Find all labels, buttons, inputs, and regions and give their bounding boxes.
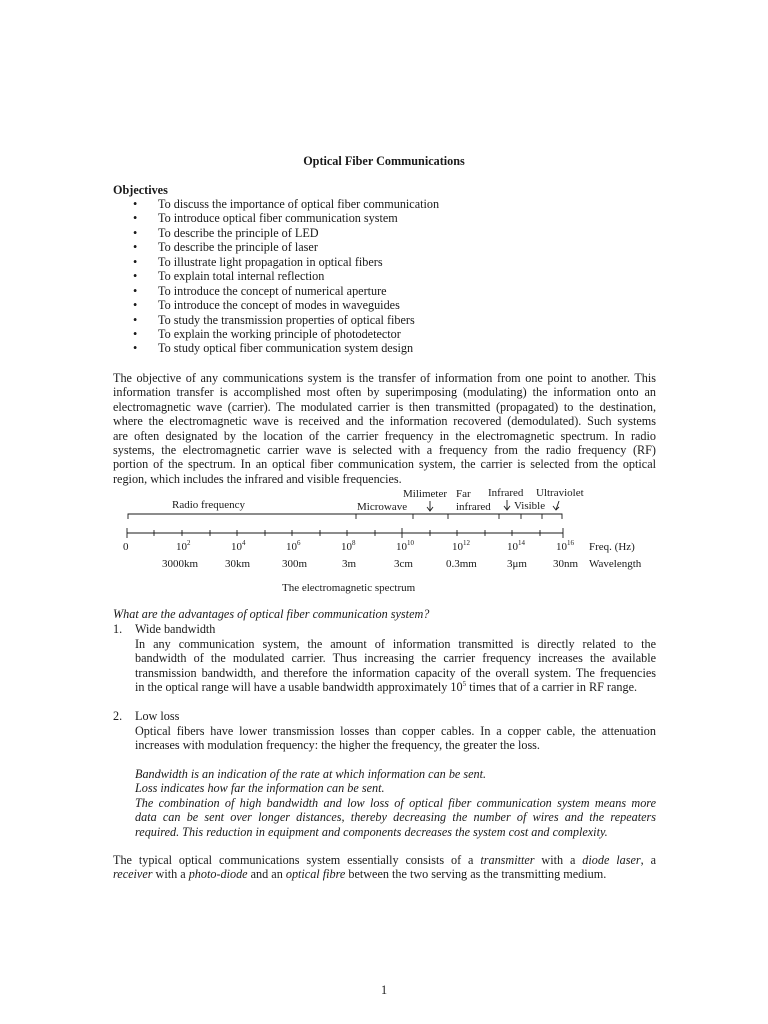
frequency-axis xyxy=(127,528,563,538)
text-line: where the electromagnetic wave is received and the information recovered (demodulated). Such systems xyxy=(113,414,656,429)
ultraviolet-label: Ultraviolet xyxy=(536,487,584,499)
page-title: Optical Fiber Communications xyxy=(303,154,465,168)
visible-bracket xyxy=(521,514,542,519)
radio-frequency-label: Radio frequency xyxy=(172,499,245,511)
text-line: receiver with a photo-diode and an optical fibre between the two serving as the transmitting medium. xyxy=(113,867,607,882)
text-line: In any communication system, the amount of information transmitted is directly related to the xyxy=(135,637,656,651)
freq-label-8: $10^8$ xyxy=(341,539,356,553)
freq-label-6: $10^6$ xyxy=(286,539,301,553)
page-number: 1 xyxy=(380,983,388,997)
wavelength-label: 30km xyxy=(225,558,251,570)
text-line: in the optical range will have a usable bandwidth approximately $10^5$ times that of a carrier in RF range. xyxy=(135,680,638,695)
far-infrared-label: infrared xyxy=(456,501,491,513)
radio-bracket xyxy=(128,514,356,519)
list-item: • To introduce the concept of modes in waveguides xyxy=(113,298,439,312)
text-line: bandwidth of the modulated carrier. Thus increasing the carrier frequency increases the available xyxy=(135,651,656,666)
list-item: • To study the transmission properties of optical fibers xyxy=(113,313,439,327)
ultraviolet-arrowhead xyxy=(553,506,559,510)
wavelength-axis-label: Wavelength xyxy=(589,558,642,570)
microwave-bracket xyxy=(356,514,413,519)
list-item: • To introduce the concept of numerical aperture xyxy=(113,284,439,298)
text-line: are often designated by the location of the carrier frequency in the electromagnetic spectrum. In radio xyxy=(113,428,656,443)
freq-label-0: 0 xyxy=(123,541,129,553)
wide-bandwidth-paragraph xyxy=(135,637,656,695)
freq-label-16: $10^{16}$ xyxy=(556,539,574,553)
frequency-labels xyxy=(123,539,635,553)
freq-label-10: $10^{10}$ xyxy=(396,539,414,553)
list-item: • To study optical fiber communication system design xyxy=(113,341,439,355)
freq-unit-label: Freq. (Hz) xyxy=(589,541,635,553)
item-title: Low loss xyxy=(135,709,180,723)
text-line: region, which includes the infrared and visible frequencies. xyxy=(113,471,402,486)
list-item: • To illustrate light propagation in optical fibers xyxy=(113,255,439,269)
band-brackets xyxy=(128,514,562,519)
text-line: increases with modulation frequency: the higher the frequency, the greater the loss. xyxy=(135,738,540,753)
objectives-heading: Objectives xyxy=(113,183,168,197)
freq-label-2: $10^2$ xyxy=(176,539,191,553)
spectrum-caption: The electromagnetic spectrum xyxy=(282,582,416,594)
microwave-label: Microwave xyxy=(357,501,408,513)
loss-note: Loss indicates how far the information can be sent. xyxy=(135,781,385,795)
text-line: data can be sent over longer distances, thereby decreasing the number of wires and the repeaters xyxy=(135,810,656,825)
text-line: systems, the electromagnetic carrier wave is selected with a frequency from the radio frequency (RF) xyxy=(113,443,656,458)
text-line: required. This reduction in equipment and components decreases the system cost and complexity. xyxy=(135,824,608,839)
list-item: • To discuss the importance of optical fiber communication xyxy=(113,197,439,211)
wavelength-label: 3m xyxy=(342,558,357,570)
freq-label-12: $10^{12}$ xyxy=(452,539,470,553)
text-line: electromagnetic wave (carrier). The modulated carrier is then transmitted (propagated) to the destination, xyxy=(113,399,656,414)
wavelength-label: 3μm xyxy=(507,558,527,570)
list-item: • To explain total internal reflection xyxy=(113,269,439,283)
wavelength-label: 3000km xyxy=(162,558,199,570)
text-line: Optical fibers have lower transmission losses than copper cables. In a copper cable, the attenuation xyxy=(135,724,656,738)
list-item: • To explain the working principle of photodetector xyxy=(113,327,439,341)
list-item: • To introduce optical fiber communication system xyxy=(113,211,439,225)
text-line: The objective of any communications system is the transfer of information from one point to another. This xyxy=(113,371,656,385)
far-infrared-bracket xyxy=(448,514,499,519)
freq-label-14: $10^{14}$ xyxy=(507,539,525,553)
text-line: The combination of high bandwidth and low loss of optical fiber communication system means more xyxy=(135,796,656,810)
wavelength-labels xyxy=(162,558,642,570)
item-number: 1. xyxy=(113,622,123,636)
milimeter-bracket xyxy=(413,514,448,519)
list-item: • To describe the principle of laser xyxy=(113,240,439,254)
freq-label-4: $10^4$ xyxy=(231,539,246,553)
low-loss-paragraph xyxy=(135,724,656,753)
visible-label: Visible xyxy=(514,500,546,512)
closing-paragraph xyxy=(113,853,656,882)
text-line: portion of the spectrum. In an optical fiber communication system, the carrier is selected from the optical xyxy=(113,457,656,472)
text-line: information transfer is accomplished most often by superimposing (modulating) the information onto an xyxy=(113,385,656,400)
combination-note xyxy=(135,796,656,839)
item-number: 2. xyxy=(113,709,123,723)
advantages-question: What are the advantages of optical fiber communication system? xyxy=(113,607,430,621)
infrared-bracket xyxy=(499,514,521,519)
wavelength-label: 30nm xyxy=(553,558,579,570)
milimeter-label: Milimeter xyxy=(403,488,447,500)
ultraviolet-bracket xyxy=(542,514,562,519)
wavelength-label: 300m xyxy=(282,558,308,570)
wavelength-label: 0.3mm xyxy=(446,558,477,570)
wavelength-label: 3cm xyxy=(394,558,413,570)
infrared-label: Infrared xyxy=(488,487,524,499)
list-item: • To describe the principle of LED xyxy=(113,226,439,240)
bandwidth-note: Bandwidth is an indication of the rate at which information can be sent. xyxy=(135,767,487,781)
far-label: Far xyxy=(456,488,471,500)
text-line: transmission bandwidth, and therefore the information capacity of the overall system. The frequencies xyxy=(135,665,656,680)
text-line: The typical optical communications system essentially consists of a transmitter with a diode laser, a xyxy=(113,853,657,867)
item-title: Wide bandwidth xyxy=(135,622,216,636)
